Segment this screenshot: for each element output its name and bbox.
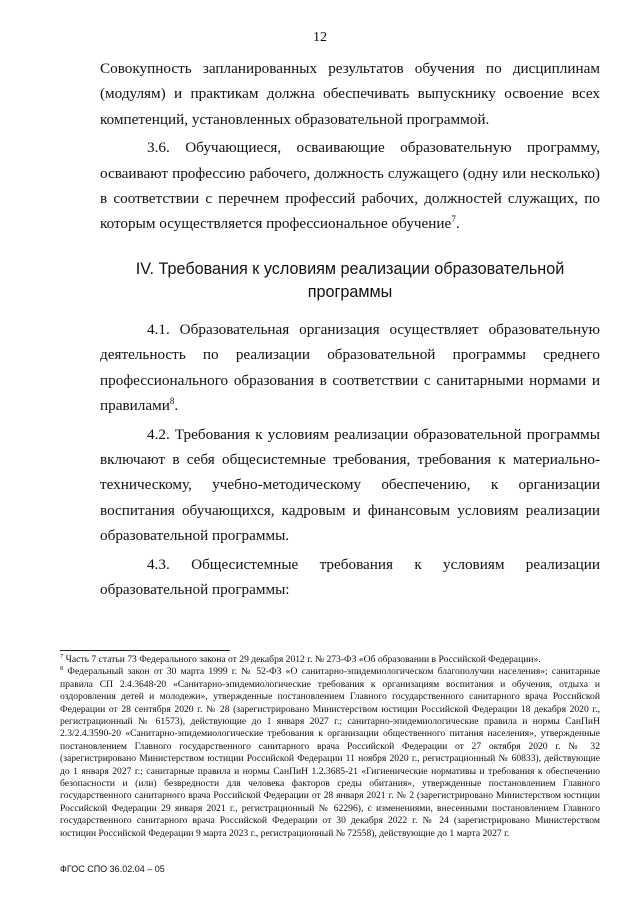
paragraph-text: 4.1. Образовательная организация осуществляет образовательную деятельность по реализации образовательной программы среднего профессионального образования в соответствии с санитарными нормами и правилами [100, 321, 600, 415]
body-text-bottom [100, 317, 600, 602]
paragraph-text: 3.6. Обучающиеся, осваивающие образовательную программу, осваивают профессию рабочего, должность служащего (одну или несколько) в соответствии с перечнем профессий рабочих, должностей служащих, по которым осуществляется профессиональное обучение [100, 139, 600, 233]
section-heading-line1: IV. Требования к условиям реализации образовательной [135, 260, 565, 278]
section-heading-line2: программы [307, 283, 393, 301]
footnotes [60, 654, 600, 840]
body-text-top [100, 56, 600, 237]
footnote-mark: 8 [60, 665, 64, 673]
document-code: ФГОС СПО 36.02.04 – 05 [60, 864, 165, 874]
footnote-mark: 7 [60, 652, 64, 660]
footnote-text: Федеральный закон от 30 марта 1999 г. № 52-ФЗ «О санитарно-эпидемиологическом благополучии населения»; санитарные правила СП 2.4.3648-20 «Санитарно-эпидемиологические требования к организациям воспитания и обучения, отдыха и оздоровления детей и молодежи», утвержденные постановлением Главного государственного санитарного врача Российской Федерации от 28 сентября 2020 г. № 28 (зарегистрировано Министерством юстиции Российской Федерации 18 декабря 2020 г., регистрационный № 61573), действующие до 1 января 2027 г.; санитарно-эпидемиологические правила и нормы СанПиН 2.3/2.4.3590-20 «Санитарно-эпидемиологические требования к организации общественного питания населения», утвержденные постановлением Главного государственного санитарного врача Российской Федерации от 27 октября 2020 г. № 32 (зарегистрировано Министерством юстиции Российской Федерации 11 ноября 2020 г., регистрационный № 60833), действующие до 1 января 2027 г.; санитарные правила и нормы СанПиН 1.2.3685-21 «Гигиенические нормативы и требования к обеспечению безопасности и (или) безвредности для человека факторов среды обитания», утвержденные постановлением Главного государственного санитарного врача Российской Федерации от 28 января 2021 г. № 2 (зарегистрировано Министерством юстиции Российской Федерации 29 января 2021 г., регистрационный № 62296), с изменениями, внесенными постановлением Главного государственного санитарного врача Российской Федерации от 30 декабря 2022 г. № 24 (зарегистрировано Министерством юстиции Российской Федерации 9 марта 2023 г., регистрационный № 72558), действующие до 1 марта 2027 г. [60, 666, 600, 839]
paragraph-tail: . [174, 397, 179, 415]
paragraph-3-6: 3.6. Обучающиеся, осваивающие образовательную программу, осваивают профессию рабочего, должность служащего (одну или несколько) в соответствии с перечнем профессий рабочих, должностей служащих, по которым осуществляется профессиональное обучение$^7$. [100, 139, 600, 233]
footnote-divider [60, 650, 230, 651]
page-number: 12 [313, 30, 327, 45]
paragraph-text: Совокупность запланированных результатов обучения по дисциплинам (модулям) и практикам должна обеспечивать выпускнику освоение всех компетенций, установленных образовательной программой. [100, 60, 600, 128]
paragraph-text: 4.2. Требования к условиям реализации образовательной программы включают в себя общесистемные требования, требования к материально-техническому, учебно-методическому обеспечению, к организации воспитания обучающихся, кадровым и финансовым условиям реализации образовательной программы. [100, 425, 600, 545]
footnote-ref-8[interactable]: 8 [169, 396, 175, 407]
section-heading [100, 258, 600, 304]
paragraph-intro [100, 56, 600, 132]
paragraph-4-3 [100, 552, 600, 603]
paragraph-4-2 [100, 422, 600, 549]
paragraph-4-1 [100, 317, 600, 419]
paragraph-text: 4.3. Общесистемные требования к условиям реализации образовательной программы: [100, 555, 600, 599]
footnote-7 [60, 654, 600, 666]
footnote-ref-7[interactable]: 7 [451, 214, 456, 225]
footnote-text: Часть 7 статьи 73 Федерального закона от 29 декабря 2012 г. № 273-ФЗ «Об образовании в Российской Федерации». [63, 654, 541, 665]
footnote-8 [60, 666, 600, 840]
